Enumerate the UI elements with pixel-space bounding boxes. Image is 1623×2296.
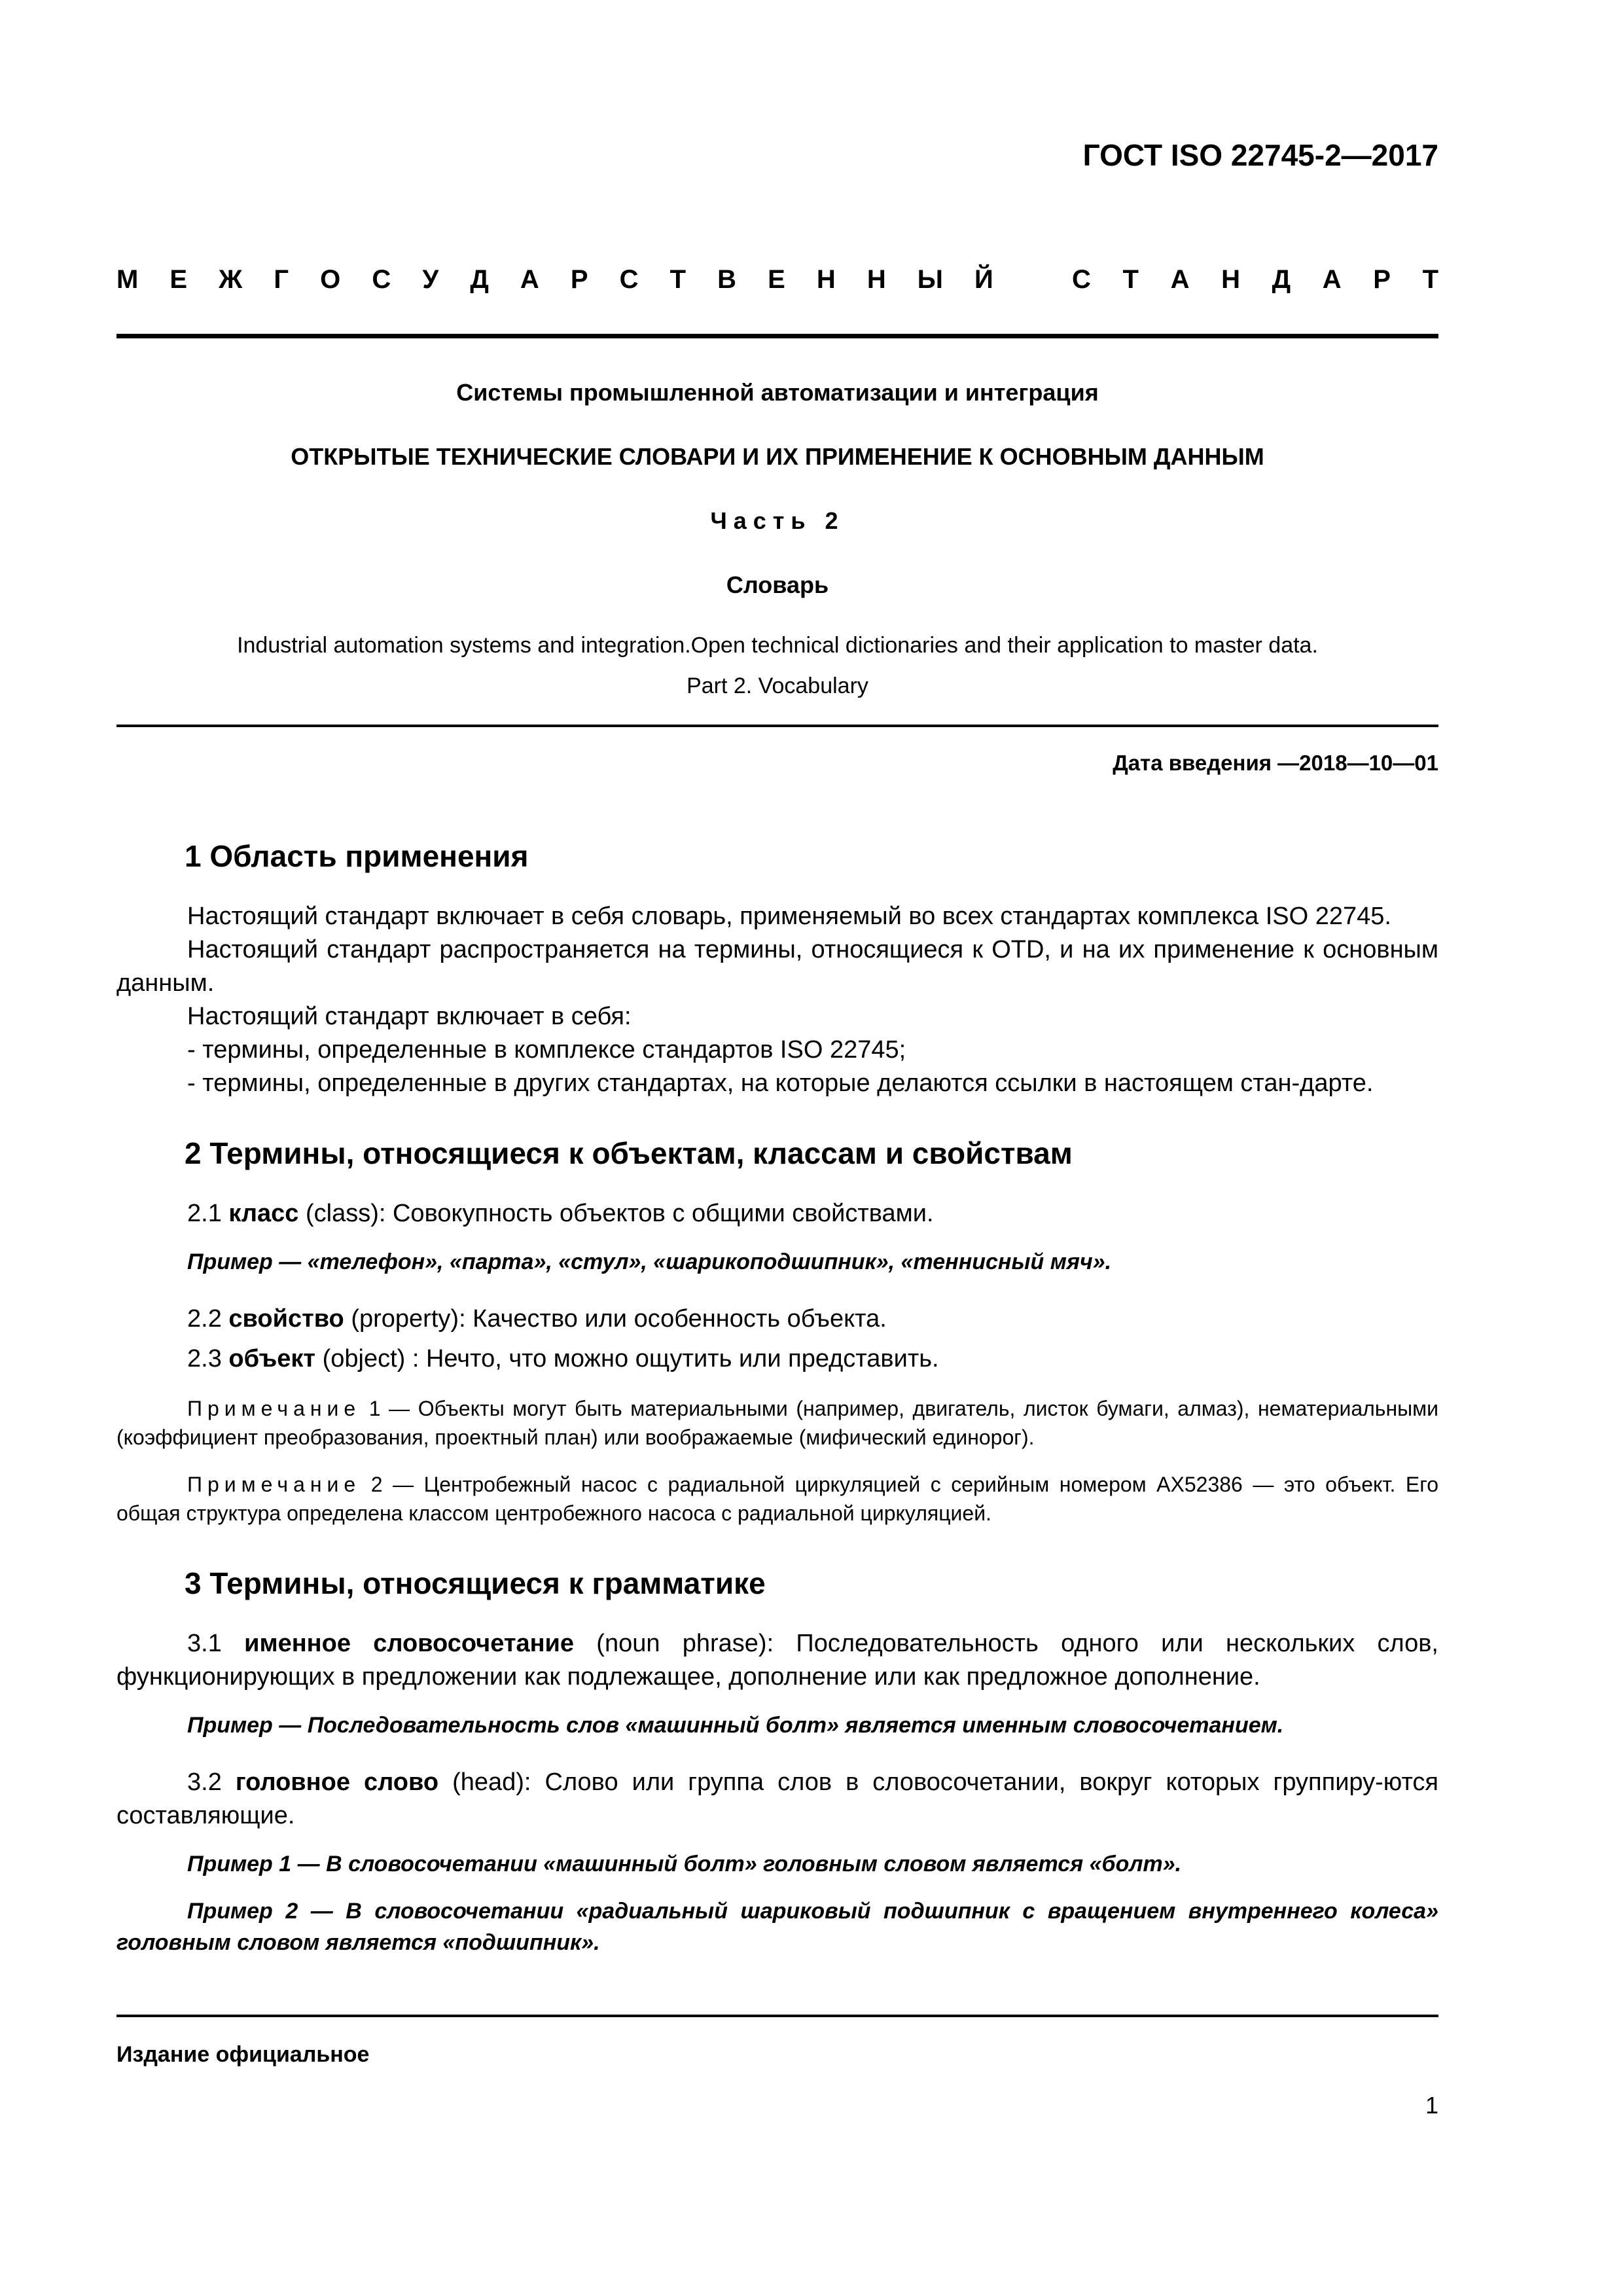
title-subtitle: Словарь [726,571,829,599]
term-entry-3-1 [116,1627,1438,1694]
section-1-paragraph: Настоящий стандарт распространяется на термины, относящиеся к OTD, и на их применение к основным данным. [116,936,1438,997]
banner-letter: А [1170,265,1190,295]
section-1-paragraph: Настоящий стандарт включает в себя: [187,1003,632,1031]
introduction-date: Дата введения —2018—10—01 [1113,751,1438,776]
title-english [116,625,1438,706]
term-number: 3.2 [187,1768,236,1797]
note-text: 1 — Объекты могут быть материальными (например, двигатель, листок бумаги, алмаз), нематериальными (коэффициент преобразования, проектный план) или воображаемые (мифический единорог). [116,1397,1438,1450]
title-english-line2: Part 2. Vocabulary [687,673,868,699]
term-name: головное слово [235,1768,439,1797]
header-divider [116,334,1438,338]
section-1-heading: 1 Область применения [185,839,529,874]
example-text: Пример 2 — В словосочетании «радиальный шариковый подшипник с вращением внутреннего колеса» головным словом является «подшипник». [116,1899,1438,1956]
banner-letter: Н [1221,265,1240,295]
term-english: (noun phrase) [574,1630,767,1658]
section-1-paragraph: Настоящий стандарт включает в себя словарь, применяемый во всех стандартах комплекса ISO 22745. [187,903,1391,931]
banner-letter: Е [768,265,785,295]
note-text: 2 — Центробежный насос с радиальной циркуляцией с серийным номером AX52386 — это объект. Его общая структура определена классом центробежного насоса с радиальной циркуляцией. [116,1473,1439,1526]
term-english: (head) [438,1768,524,1797]
banner-letter: М [116,265,139,295]
page-number: 1 [1425,2092,1438,2119]
term-number: 3.1 [187,1630,245,1658]
banner-letter: С [619,265,639,295]
banner-letter: Н [866,265,886,295]
banner-letter: Т [669,265,687,295]
banner-letter: Й [974,265,993,295]
example-text: Пример — Последовательность слов «машинный болт» является именным словосочетанием. [187,1713,1284,1738]
term-number: 2.2 [187,1305,229,1333]
term-definition: : Совокупность объектов с общими свойствами. [378,1200,934,1228]
banner-letter: Р [1373,265,1391,295]
term-name: класс [228,1200,299,1228]
page-content [116,137,1438,1958]
banner-letter: Д [1272,265,1291,295]
banner-letter: Ы [917,265,943,295]
section-2-heading: 2 Термины, относящиеся к объектам, классам и свойствам [185,1136,1073,1171]
banner-letter: С [1072,265,1091,295]
title-part: Часть 2 [710,507,845,535]
banner-letter: А [1322,265,1342,295]
document-number: ГОСТ ISO 22745-2—2017 [1082,138,1438,172]
term-english: (class) [298,1200,379,1228]
section-3-heading: 3 Термины, относящиеся к грамматике [185,1566,766,1601]
banner-letter: Е [169,265,188,295]
note-1 [116,1394,1438,1452]
term-name: свойство [228,1305,344,1333]
term-entry-2-2 [116,1302,1438,1336]
banner-letter: Д [470,265,489,295]
banner-letter: Т [1122,265,1139,295]
title-series: Системы промышленной автоматизации и интеграция [456,379,1099,406]
title-english-line1: Industrial automation systems and integration.Open technical dictionaries and their application to master data. [237,633,1318,658]
term-number: 2.3 [187,1345,229,1373]
term-definition: : Слово или группа слов в словосочетании, вокруг которых группиру-ются составляющие. [116,1768,1438,1830]
term-entry-2-3 [116,1342,1438,1376]
term-definition: : Нечто, что можно ощутить или представить. [412,1345,939,1373]
footer-divider [116,2015,1438,2017]
banner-letter: О [320,265,341,295]
term-definition: : Последовательность одного или нескольких слов, функционирующих в предложении как подлежащее, дополнение или как предложное дополнение. [116,1630,1438,1691]
term-entry-2-1 [116,1197,1438,1230]
edition-label: Издание официальное [116,2042,370,2067]
title-main: ОТКРЫТЫЕ ТЕХНИЧЕСКИЕ СЛОВАРИ И ИХ ПРИМЕНЕНИЕ К ОСНОВНЫМ ДАННЫМ [291,443,1264,471]
example-text: Пример 1 — В словосочетании «машинный болт» головным словом является «болт». [187,1852,1182,1877]
banner-letter: В [717,265,736,295]
banner-word-standard [1072,265,1438,295]
banner-letter: Т [1422,265,1438,295]
banner-letter: Н [816,265,836,295]
term-name: именное словосочетание [244,1630,575,1658]
term-entry-3-2 [116,1766,1438,1833]
term-english: (object) [315,1345,412,1373]
banner-word-interstate [116,265,993,295]
title-divider [116,725,1438,727]
banner-letter: Г [274,265,289,295]
banner-letter: Ж [219,265,243,295]
note-label: Примечание [187,1473,361,1497]
term-english: (property) [344,1305,459,1333]
note-2 [116,1470,1438,1528]
term-name: объект [228,1345,316,1373]
section-1-list-item: - термины, определенные в комплексе стандартов ISO 22745; [187,1036,906,1064]
banner-letter: У [422,265,439,295]
section-1-list-item: - термины, определенные в других стандартах, на которые делаются ссылки в настоящем стан-дарте. [187,1069,1374,1098]
term-definition: : Качество или особенность объекта. [459,1305,887,1333]
term-number: 2.1 [187,1200,229,1228]
banner-letter: А [520,265,539,295]
note-label: Примечание [187,1397,361,1421]
interstate-standard-banner [116,265,1438,295]
banner-letter: Р [570,265,588,295]
banner-letter: С [372,265,391,295]
example-text: Пример — «телефон», «парта», «стул», «шарикоподшипник», «теннисный мяч». [187,1249,1112,1275]
